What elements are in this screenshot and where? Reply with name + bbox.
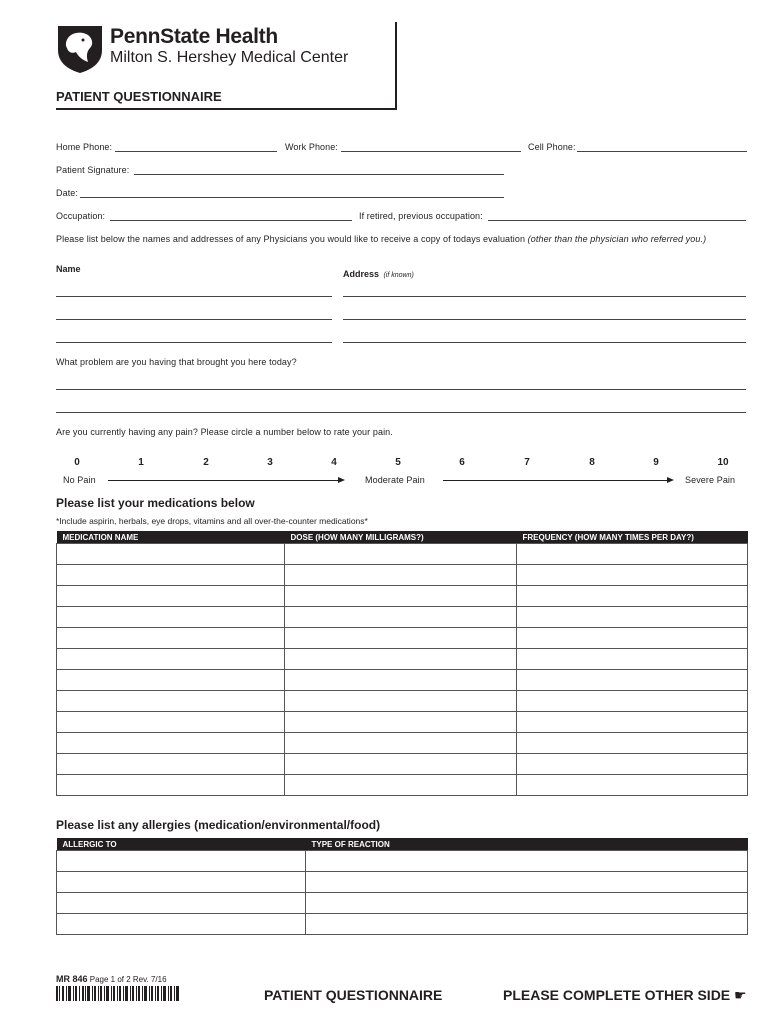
title-underline <box>56 108 396 110</box>
frequency-cell[interactable] <box>517 712 748 733</box>
allergic-to-cell[interactable] <box>57 914 306 935</box>
medications-table <box>56 531 748 796</box>
pain-label-severe: Severe Pain <box>685 475 736 485</box>
dose-cell[interactable] <box>285 565 517 586</box>
barcode-icon <box>56 986 180 1001</box>
medication-name-cell[interactable] <box>57 628 285 649</box>
page-title: PATIENT QUESTIONNAIRE <box>56 89 222 104</box>
column-header-medication-name: MEDICATION NAME <box>57 531 285 544</box>
physicians-instruction-text: Please list below the names and addresses of any Physicians you would like to receive a copy of todays evaluation <box>56 234 526 244</box>
physicians-instruction-note: (other than the physician who referred you.) <box>527 234 707 244</box>
home-phone-field[interactable] <box>115 151 277 152</box>
allergic-to-cell[interactable] <box>57 851 306 872</box>
frequency-cell[interactable] <box>517 565 748 586</box>
medication-name-cell[interactable] <box>57 712 285 733</box>
arrow-right-icon <box>667 477 674 483</box>
pain-question: Are you currently having any pain? Please circle a number below to rate your pain. <box>56 427 393 437</box>
pain-scale-number[interactable]: 1 <box>138 457 144 468</box>
medication-name-cell[interactable] <box>57 607 285 628</box>
pain-label-none: No Pain <box>63 475 96 485</box>
frequency-cell[interactable] <box>517 691 748 712</box>
dose-cell[interactable] <box>285 775 517 796</box>
complete-other-side <box>503 987 747 1004</box>
work-phone-field[interactable] <box>341 151 521 152</box>
pointing-hand-icon: ☛ <box>734 987 747 1003</box>
previous-occupation-field[interactable] <box>488 220 746 221</box>
pain-scale-number[interactable]: 4 <box>331 457 337 468</box>
table-row <box>57 670 748 691</box>
reaction-cell[interactable] <box>306 914 748 935</box>
pain-scale-arrow <box>443 480 667 481</box>
medication-name-cell[interactable] <box>57 544 285 565</box>
table-row <box>57 691 748 712</box>
allergies-table <box>56 838 748 935</box>
dose-cell[interactable] <box>285 649 517 670</box>
shield-logo-icon <box>56 24 104 74</box>
dose-cell[interactable] <box>285 628 517 649</box>
frequency-cell[interactable] <box>517 733 748 754</box>
work-phone-label: Work Phone: <box>285 142 338 152</box>
table-row <box>57 586 748 607</box>
column-header-dose: DOSE (HOW MANY MILLIGRAMS?) <box>285 531 517 544</box>
cell-phone-field[interactable] <box>577 151 747 152</box>
table-row <box>57 851 748 872</box>
table-row <box>57 914 748 935</box>
table-header-row <box>57 838 748 851</box>
header-divider <box>395 22 397 110</box>
complete-other-side-text: PLEASE COMPLETE OTHER SIDE <box>503 987 731 1003</box>
frequency-cell[interactable] <box>517 670 748 691</box>
brand-subtitle: Milton S. Hershey Medical Center <box>110 49 349 66</box>
footer-title: PATIENT QUESTIONNAIRE <box>264 987 443 1003</box>
physician-name-field[interactable] <box>56 342 332 343</box>
signature-field[interactable] <box>134 174 504 175</box>
pain-scale-number[interactable]: 2 <box>203 457 209 468</box>
frequency-cell[interactable] <box>517 586 748 607</box>
column-header-type-of-reaction: TYPE OF REACTION <box>306 838 748 851</box>
frequency-cell[interactable] <box>517 607 748 628</box>
allergies-title: Please list any allergies (medication/environmental/food) <box>56 818 381 832</box>
physician-address-field[interactable] <box>343 319 746 320</box>
address-column-header <box>343 264 414 282</box>
medication-name-cell[interactable] <box>57 754 285 775</box>
table-row <box>57 712 748 733</box>
pain-scale-arrow <box>108 480 338 481</box>
physician-address-field[interactable] <box>343 342 746 343</box>
form-code <box>56 974 167 984</box>
medication-name-cell[interactable] <box>57 670 285 691</box>
name-column-header: Name <box>56 264 81 274</box>
frequency-cell[interactable] <box>517 775 748 796</box>
pain-scale-number[interactable]: 3 <box>267 457 273 468</box>
table-header-row <box>57 531 748 544</box>
table-row <box>57 893 748 914</box>
table-row <box>57 565 748 586</box>
table-row <box>57 544 748 565</box>
date-field[interactable] <box>80 197 504 198</box>
medications-note: *Include aspirin, herbals, eye drops, vitamins and all over-the-counter medications* <box>56 516 368 526</box>
pain-scale-number[interactable]: 8 <box>589 457 595 468</box>
dose-cell[interactable] <box>285 733 517 754</box>
pain-scale-number[interactable]: 9 <box>653 457 659 468</box>
medication-name-cell[interactable] <box>57 649 285 670</box>
dose-cell[interactable] <box>285 544 517 565</box>
medication-name-cell[interactable] <box>57 565 285 586</box>
medication-name-cell[interactable] <box>57 586 285 607</box>
date-label: Date: <box>56 188 79 198</box>
signature-label: Patient Signature: <box>56 165 130 175</box>
frequency-cell[interactable] <box>517 544 748 565</box>
pain-scale-number[interactable]: 6 <box>459 457 465 468</box>
problem-question: What problem are you having that brought you here today? <box>56 357 297 367</box>
pain-scale-number[interactable]: 7 <box>524 457 530 468</box>
table-row <box>57 628 748 649</box>
reaction-cell[interactable] <box>306 851 748 872</box>
form-number: MR 846 <box>56 974 88 984</box>
cell-phone-label: Cell Phone: <box>528 142 576 152</box>
table-row <box>57 754 748 775</box>
table-row <box>57 607 748 628</box>
dose-cell[interactable] <box>285 607 517 628</box>
column-header-frequency: FREQUENCY (HOW MANY TIMES PER DAY?) <box>517 531 748 544</box>
problem-answer-field[interactable] <box>56 389 746 390</box>
occupation-label: Occupation: <box>56 211 106 221</box>
medication-name-cell[interactable] <box>57 775 285 796</box>
dose-cell[interactable] <box>285 586 517 607</box>
dose-cell[interactable] <box>285 691 517 712</box>
pain-scale-number[interactable]: 10 <box>717 457 729 468</box>
reaction-cell[interactable] <box>306 872 748 893</box>
table-row <box>57 872 748 893</box>
medications-title: Please list your medications below <box>56 496 255 510</box>
dose-cell[interactable] <box>285 670 517 691</box>
reaction-cell[interactable] <box>306 893 748 914</box>
table-row <box>57 775 748 796</box>
page-info: Page 1 of 2 Rev. 7/16 <box>89 975 167 984</box>
medication-name-cell[interactable] <box>57 733 285 754</box>
allergic-to-cell[interactable] <box>57 872 306 893</box>
dose-cell[interactable] <box>285 712 517 733</box>
physician-name-field[interactable] <box>56 319 332 320</box>
physicians-instruction <box>56 234 756 244</box>
home-phone-label: Home Phone: <box>56 142 113 152</box>
address-header-note: (if known) <box>383 272 414 279</box>
physician-address-field[interactable] <box>343 296 746 297</box>
occupation-field[interactable] <box>110 220 352 221</box>
dose-cell[interactable] <box>285 754 517 775</box>
pain-scale-number[interactable]: 5 <box>395 457 401 468</box>
brand-name: PennState Health <box>110 25 278 48</box>
pain-scale-number[interactable]: 0 <box>74 457 80 468</box>
frequency-cell[interactable] <box>517 649 748 670</box>
allergic-to-cell[interactable] <box>57 893 306 914</box>
previous-occupation-label: If retired, previous occupation: <box>359 211 483 221</box>
pain-label-moderate: Moderate Pain <box>365 475 425 485</box>
table-row <box>57 733 748 754</box>
column-header-allergic-to: ALLERGIC TO <box>57 838 306 851</box>
arrow-right-icon <box>338 477 345 483</box>
frequency-cell[interactable] <box>517 628 748 649</box>
frequency-cell[interactable] <box>517 754 748 775</box>
physician-name-field[interactable] <box>56 296 332 297</box>
address-header-label: Address <box>343 269 380 279</box>
table-row <box>57 649 748 670</box>
problem-answer-field[interactable] <box>56 412 746 413</box>
medication-name-cell[interactable] <box>57 691 285 712</box>
